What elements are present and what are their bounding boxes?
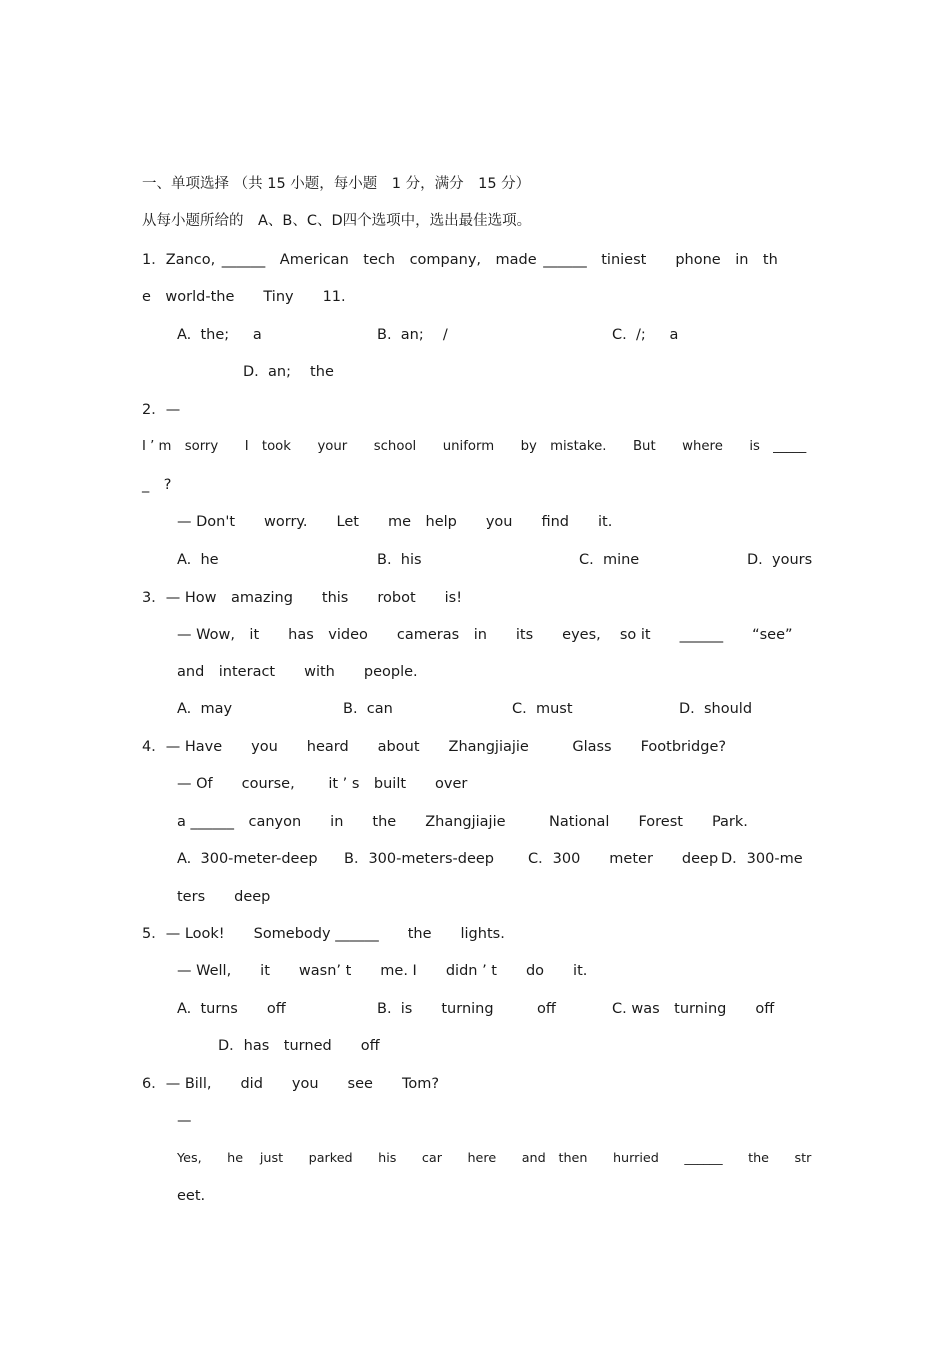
question-5-option-c: C. was turning off [612, 1001, 775, 1017]
question-4-option-d: D．300-me [721, 851, 803, 867]
question-4-option-a: A. 300-meter-deep [177, 851, 318, 867]
question-2-stem-line3: _ ? [142, 477, 172, 493]
question-4-option-b: B．300-meters-deep [344, 851, 495, 867]
question-2-option-a: A. he [177, 552, 219, 568]
question-3-option-a: A. may [177, 701, 233, 717]
question-4-option-d-continued: ters deep [177, 889, 271, 905]
question-5-reply: — Well, it wasn’ t me. I didn ’ t do it. [177, 963, 588, 979]
question-3-option-b: B. can [343, 701, 393, 717]
question-3-reply-line1: — Wow, it has video cameras in its eyes, so it ______ “see” [177, 627, 793, 643]
question-2-stem-line1: 2．— [142, 402, 181, 418]
question-3-reply-line2: and interact with people. [177, 664, 418, 680]
question-6-stem: 6．— Bill, did you see Tom? [142, 1076, 440, 1092]
section-title: 一、单项选择 （共 15 小题，每小题 1 分，满分 15 分） [142, 176, 531, 192]
question-4-stem: 4．— Have you heard about Zhangjiajie Glass Footbridge? [142, 739, 727, 755]
question-6-reply-line3: eet. [177, 1188, 206, 1204]
question-2-reply: — Don't worry. Let me help you find it. [177, 514, 613, 530]
question-4-option-c: C．300 meter deep [528, 851, 719, 867]
question-2-option-d: D. yours [747, 552, 813, 568]
question-3-stem: 3．— How amazing this robot is! [142, 590, 463, 606]
question-4-reply-line2: a ______ canyon in the Zhangjiajie National Forest Park. [177, 814, 748, 830]
question-5-stem: 5．— Look! Somebody ______ the lights. [142, 926, 505, 942]
question-4-reply-line1: — Of course, it ’ s built over [177, 776, 468, 792]
question-2-option-b: B. his [377, 552, 422, 568]
question-3-option-d: D. should [679, 701, 753, 717]
question-2-option-c: C. mine [579, 552, 640, 568]
question-1-option-b: B. an; / [377, 327, 448, 343]
question-3-option-c: C. must [512, 701, 573, 717]
question-1-stem-line2: e world-the Tiny 11. [142, 289, 346, 305]
question-6-reply-line1: — [177, 1113, 192, 1129]
question-1-option-c: C. /; a [612, 327, 679, 343]
question-5-option-b: B. is turning off [377, 1001, 556, 1017]
question-5-option-d: D．has turned off [218, 1038, 380, 1054]
instruction: 从每小题所给的 A、B、C、D四个选项中，选出最佳选项。 [142, 213, 532, 229]
question-5-option-a: A. turns off [177, 1001, 286, 1017]
question-6-reply-line2: Yes, he just parked his car here and then hurried ______ the str [177, 1151, 812, 1166]
question-1-option-a: A. the; a [177, 327, 262, 343]
question-2-stem-line2: I ’ m sorry I took your school uniform by mistake. But where is _____ [142, 439, 807, 454]
question-1-stem-line1: 1．Zanco, ______ American tech company, made ______ tiniest phone in th [142, 252, 778, 268]
question-1-option-d: D. an; the [243, 364, 334, 380]
